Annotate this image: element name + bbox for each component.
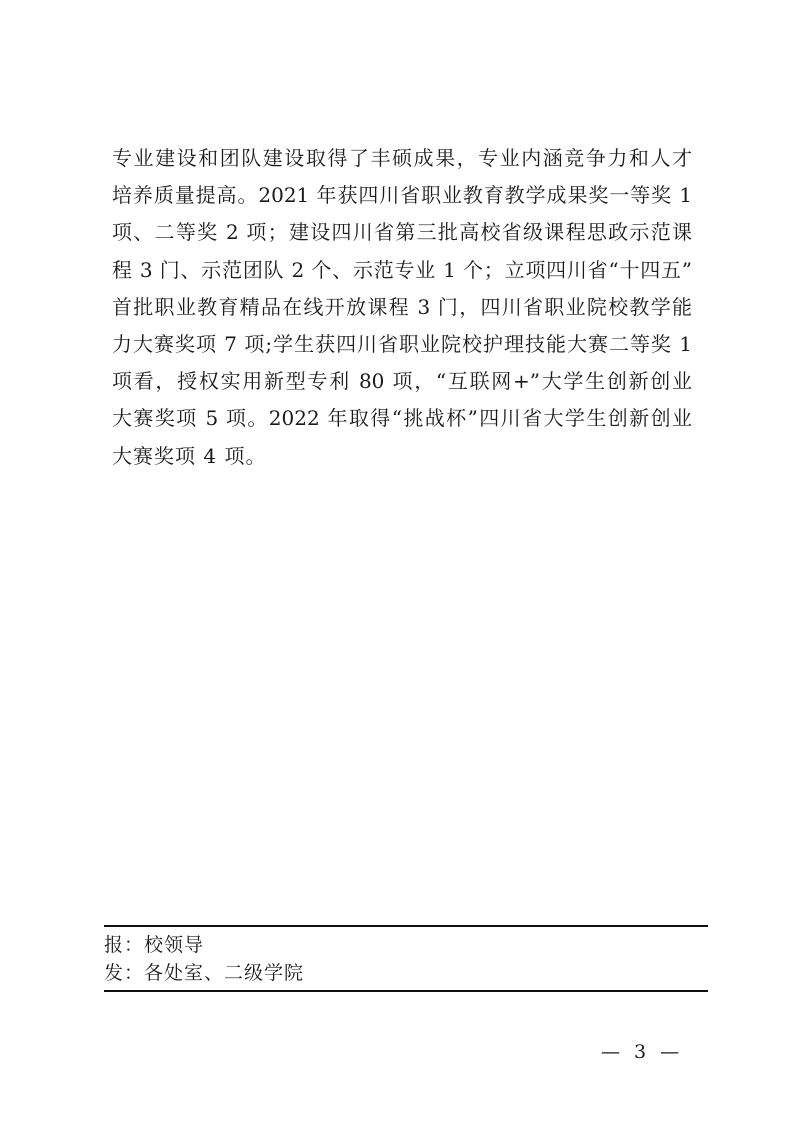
body-paragraph [112, 140, 692, 475]
report-to-line: 报：校领导 [104, 934, 205, 956]
page-number: — 3 — [601, 1041, 684, 1063]
paragraph-line: 首批职业教育精品在线开放课程 3 门，四川省职业院校教学能 [112, 294, 692, 319]
distribution-top-rule [104, 925, 708, 927]
distribution-bottom-rule [104, 990, 708, 992]
paragraph-line: 专业建设和团队建设取得了丰硕成果，专业内涵竞争力和人才 [112, 146, 692, 170]
paragraph-line: 培养质量提高。2021 年获四川省职业教育教学成果奖一等奖 1 [112, 183, 692, 208]
paragraph-line: 程 3 门、示范团队 2 个、示范专业 1 个；立项四川省“十四五” [112, 257, 692, 282]
paragraph-line: 力大赛奖项 7 项;学生获四川省职业院校护理技能大赛二等奖 1 [112, 331, 692, 356]
paragraph-line-last: 大赛奖项 4 项。 [112, 443, 267, 468]
paragraph-line: 项看，授权实用新型专利 80 项，“互联网+”大学生创新创业 [112, 369, 692, 394]
paragraph-line: 大赛奖项 5 项。2022 年取得“挑战杯”四川省大学生创新创业 [112, 406, 692, 431]
paragraph-line: 项、二等奖 2 项；建设四川省第三批高校省级课程思政示范课 [112, 220, 692, 245]
send-to-line: 发：各处室、二级学院 [104, 962, 305, 984]
